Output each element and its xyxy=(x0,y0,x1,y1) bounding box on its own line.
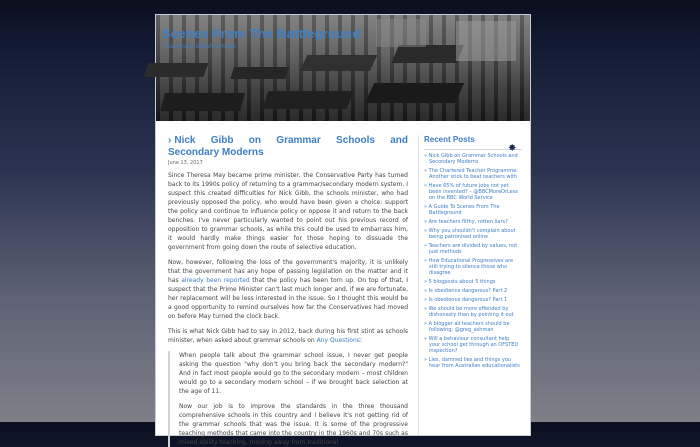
quote-paragraph-2: Now our job is to improve the standards in the three thousand comprehensive schools in this country and I believe it's not getting rid of the grammar schools that was the issue. It is some of the progressive teaching methods that came into the country in the 1960s and 70s such as mixed ability teaching, moving away from traditional xyxy=(179,403,408,446)
bullet-arrow-icon: » xyxy=(424,279,429,286)
main-content xyxy=(168,135,408,446)
page-container xyxy=(155,14,531,446)
post-paragraph-1: Since Theresa May became prime minister, the Conservative Party has turned back to its 1990s policy of returning to a grammar/secondary modern system. I suspect this created difficulties for Nick Gibb, the schools minister, who had previously opposed the policy, who would have been given a choice: support the policy and continue to influence policy or oppose it and return to the back benches. I've never particularly wanted to point out his previous record of opposition to grammar schools, as while this could be used to embarrass him, it would hardly make things easier for those hoping to dissuade the government from going down the route of selective education. xyxy=(168,172,408,251)
post-title[interactable] xyxy=(168,135,408,159)
recent-post-link[interactable] xyxy=(424,219,522,225)
recent-post-title[interactable]: Is obedience dangerous? Part 1 xyxy=(428,296,508,303)
recent-post-link[interactable] xyxy=(424,228,522,240)
paragraph-text: : xyxy=(359,337,362,344)
recent-post-link[interactable] xyxy=(424,297,522,303)
bullet-arrow-icon: » xyxy=(424,305,429,312)
bullet-arrow-icon: » xyxy=(424,168,429,174)
sidebar xyxy=(424,135,522,372)
recent-post-title[interactable]: Will a behaviour consultant help your school get through an OFSTED inspection? xyxy=(428,335,519,354)
recent-post-title[interactable]: Teachers are divided by values, not just methods xyxy=(428,243,518,256)
recent-post-link[interactable] xyxy=(424,183,522,202)
recent-post-link[interactable] xyxy=(424,321,522,333)
recent-post-link[interactable] xyxy=(424,258,522,277)
recent-post-title[interactable]: The Chartered Teacher Programme: Another stick to beat teachers with xyxy=(428,168,518,181)
bullet-arrow-icon: » xyxy=(424,183,429,189)
bullet-arrow-icon: » xyxy=(424,356,429,363)
bullet-arrow-icon: » xyxy=(424,243,429,249)
paragraph-text: that the policy has been torn up. On top of that, I suspect that the Prime Minister can't last much longer and, if we are fortunate, her replacement will be less interested in the issue. So I thought this would be a good opportunity to remind ourselves how far the Conservatives had moved on before May turned the clock back. xyxy=(168,277,408,320)
recent-post-title[interactable]: Is obedience dangerous? Part 2 xyxy=(428,288,508,294)
bullet-arrow-icon: » xyxy=(424,153,429,159)
bullet-arrow-icon: » xyxy=(424,258,429,264)
recent-post-title[interactable]: Have 65% of future jobs not yet been invented? – @BBCMoreOrLess on the BBC World Service xyxy=(428,183,519,202)
star-icon: ✸ xyxy=(508,143,517,154)
recent-post-title[interactable]: A blogger all teachers should be following: @greg_ashman xyxy=(428,320,510,333)
already-reported-link[interactable]: already been reported xyxy=(181,277,250,284)
bullet-arrow-icon: » xyxy=(424,335,429,342)
bullet-arrow-icon: » xyxy=(424,219,429,226)
recent-posts-heading: Recent Posts xyxy=(424,135,475,144)
header-banner xyxy=(156,15,530,121)
post-paragraph-2 xyxy=(168,258,408,321)
post-title-line2[interactable]: Secondary Moderns xyxy=(168,147,264,158)
bullet-arrow-icon: » xyxy=(424,204,429,211)
quote-paragraph-1: When people talk about the grammar school issue, I never get people asking the question "why don't you bring back the secondary modern?" And in fact most people would go to the secondary modern – most children would go to a secondary modern school – if we brought back selection at the age of 11. xyxy=(179,352,408,395)
quote-block xyxy=(168,351,408,447)
recent-post-title[interactable]: Why you shouldn't complain about being patronised online xyxy=(428,228,516,241)
recent-post-link[interactable] xyxy=(424,204,522,216)
post-body xyxy=(168,171,408,447)
recent-post-link[interactable] xyxy=(424,306,522,318)
recent-post-link[interactable] xyxy=(424,336,522,355)
recent-post-title[interactable]: Lies, damned lies and things you hear from Australian educationalists xyxy=(428,356,520,369)
site-tagline: Teaching in British Schools xyxy=(164,44,236,50)
post-title-line1[interactable]: Nick Gibb on Grammar Schools and xyxy=(174,135,408,146)
column-divider xyxy=(418,135,419,435)
any-questions-link[interactable]: Any Questions xyxy=(316,337,360,344)
site-title[interactable]: Scenes From The Battleground xyxy=(162,26,361,41)
recent-post-link[interactable] xyxy=(424,279,522,285)
recent-post-title[interactable]: How Educational Progressives are still trying to silence those who disagree xyxy=(428,258,514,277)
title-arrow-icon: › xyxy=(168,135,172,146)
recent-post-title[interactable]: Are teachers filthy, rotten liars? xyxy=(428,219,508,226)
bullet-arrow-icon: » xyxy=(424,228,429,234)
bullet-arrow-icon: » xyxy=(424,296,429,303)
post-paragraph-3 xyxy=(168,327,408,345)
recent-post-link[interactable] xyxy=(424,288,522,294)
bullet-arrow-icon: » xyxy=(424,320,429,327)
recent-post-title[interactable]: Nick Gibb on Grammar Schools and Secondary Moderns xyxy=(428,153,518,166)
recent-post-link[interactable] xyxy=(424,168,522,180)
bullet-arrow-icon: » xyxy=(424,288,429,294)
recent-post-title[interactable]: We should be more offended by dishonesty than by pointing it out xyxy=(428,305,514,318)
recent-post-link[interactable] xyxy=(424,153,522,165)
post-date: June 13, 2017 xyxy=(168,160,203,166)
recent-post-link[interactable] xyxy=(424,357,522,369)
paragraph-text: Now, however, following the loss of the government's majority, it is unlikely that the government has any hope of passing legislation on the matter and it has xyxy=(168,259,408,284)
paragraph-text: This is what Nick Gibb had to say in 2012, back during his first stint as schools minister, when asked about grammar schools on xyxy=(168,328,408,344)
recent-post-title[interactable]: 5 blogposts about 5 things xyxy=(428,279,496,286)
recent-post-title[interactable]: A Guide To Scenes From The Battleground xyxy=(428,204,500,217)
recent-posts-list xyxy=(424,153,522,369)
recent-post-link[interactable] xyxy=(424,243,522,255)
